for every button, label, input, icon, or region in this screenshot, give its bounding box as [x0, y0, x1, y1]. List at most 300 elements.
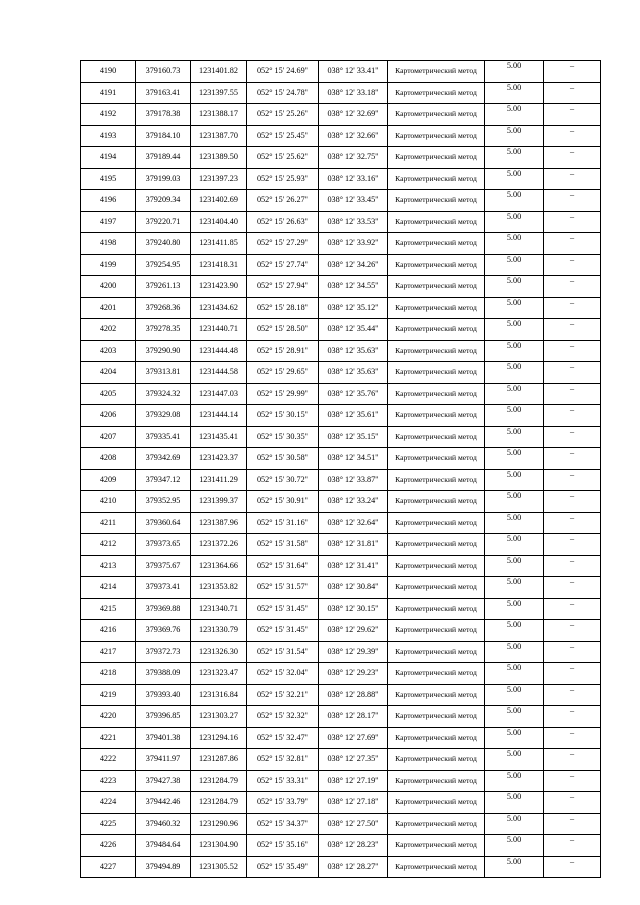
x-coordinate-cell: 379278.35	[136, 319, 191, 341]
x-coordinate-cell: 379209.34	[136, 190, 191, 212]
latitude-cell: 052° 15' 35.16"	[247, 835, 319, 857]
x-coordinate-cell: 379375.67	[136, 555, 191, 577]
longitude-cell: 038° 12' 27.18"	[319, 792, 388, 814]
accuracy-cell: 5.00	[485, 448, 544, 470]
note-cell: –	[544, 641, 601, 663]
point-number-cell: 4194	[81, 147, 136, 169]
table-row	[81, 426, 601, 448]
latitude-cell: 052° 15' 31.54"	[247, 641, 319, 663]
note-cell: –	[544, 770, 601, 792]
latitude-cell: 052° 15' 26.63"	[247, 211, 319, 233]
x-coordinate-cell: 379393.40	[136, 684, 191, 706]
x-coordinate-cell: 379401.38	[136, 727, 191, 749]
longitude-cell: 038° 12' 32.66"	[319, 125, 388, 147]
table-row	[81, 190, 601, 212]
latitude-cell: 052° 15' 24.78"	[247, 82, 319, 104]
accuracy-cell: 5.00	[485, 706, 544, 728]
accuracy-cell: 5.00	[485, 770, 544, 792]
y-coordinate-cell: 1231388.17	[191, 104, 247, 126]
point-number-cell: 4221	[81, 727, 136, 749]
note-cell: –	[544, 491, 601, 513]
longitude-cell: 038° 12' 35.61"	[319, 405, 388, 427]
table-row	[81, 684, 601, 706]
table-row	[81, 383, 601, 405]
y-coordinate-cell: 1231304.90	[191, 835, 247, 857]
x-coordinate-cell: 379163.41	[136, 82, 191, 104]
latitude-cell: 052° 15' 27.29"	[247, 233, 319, 255]
longitude-cell: 038° 12' 27.19"	[319, 770, 388, 792]
accuracy-cell: 5.00	[485, 491, 544, 513]
y-coordinate-cell: 1231294.16	[191, 727, 247, 749]
latitude-cell: 052° 15' 31.64"	[247, 555, 319, 577]
accuracy-cell: 5.00	[485, 383, 544, 405]
point-number-cell: 4190	[81, 61, 136, 83]
point-number-cell: 4195	[81, 168, 136, 190]
point-number-cell: 4203	[81, 340, 136, 362]
accuracy-cell: 5.00	[485, 684, 544, 706]
latitude-cell: 052° 15' 29.65"	[247, 362, 319, 384]
accuracy-cell: 5.00	[485, 641, 544, 663]
longitude-cell: 038° 12' 31.41"	[319, 555, 388, 577]
note-cell: –	[544, 319, 601, 341]
point-number-cell: 4211	[81, 512, 136, 534]
accuracy-cell: 5.00	[485, 233, 544, 255]
y-coordinate-cell: 1231444.58	[191, 362, 247, 384]
x-coordinate-cell: 379411.97	[136, 749, 191, 771]
table-row	[81, 749, 601, 771]
longitude-cell: 038° 12' 32.75"	[319, 147, 388, 169]
y-coordinate-cell: 1231418.31	[191, 254, 247, 276]
method-cell: Картометрический метод	[388, 125, 485, 147]
accuracy-cell: 5.00	[485, 577, 544, 599]
note-cell: –	[544, 405, 601, 427]
y-coordinate-cell: 1231444.14	[191, 405, 247, 427]
table-row	[81, 405, 601, 427]
longitude-cell: 038° 12' 33.16"	[319, 168, 388, 190]
latitude-cell: 052° 15' 32.81"	[247, 749, 319, 771]
x-coordinate-cell: 379184.10	[136, 125, 191, 147]
method-cell: Картометрический метод	[388, 770, 485, 792]
x-coordinate-cell: 379388.09	[136, 663, 191, 685]
x-coordinate-cell: 379372.73	[136, 641, 191, 663]
note-cell: –	[544, 61, 601, 83]
accuracy-cell: 5.00	[485, 125, 544, 147]
note-cell: –	[544, 663, 601, 685]
x-coordinate-cell: 379335.41	[136, 426, 191, 448]
table-row	[81, 211, 601, 233]
point-number-cell: 4197	[81, 211, 136, 233]
latitude-cell: 052° 15' 28.50"	[247, 319, 319, 341]
x-coordinate-cell: 379268.36	[136, 297, 191, 319]
longitude-cell: 038° 12' 33.92"	[319, 233, 388, 255]
longitude-cell: 038° 12' 33.18"	[319, 82, 388, 104]
latitude-cell: 052° 15' 30.58"	[247, 448, 319, 470]
method-cell: Картометрический метод	[388, 362, 485, 384]
longitude-cell: 038° 12' 32.69"	[319, 104, 388, 126]
y-coordinate-cell: 1231303.27	[191, 706, 247, 728]
latitude-cell: 052° 15' 33.31"	[247, 770, 319, 792]
note-cell: –	[544, 598, 601, 620]
y-coordinate-cell: 1231401.82	[191, 61, 247, 83]
note-cell: –	[544, 340, 601, 362]
note-cell: –	[544, 147, 601, 169]
latitude-cell: 052° 15' 31.58"	[247, 534, 319, 556]
y-coordinate-cell: 1231435.41	[191, 426, 247, 448]
note-cell: –	[544, 104, 601, 126]
table-row	[81, 706, 601, 728]
note-cell: –	[544, 383, 601, 405]
method-cell: Картометрический метод	[388, 727, 485, 749]
latitude-cell: 052° 15' 32.32"	[247, 706, 319, 728]
table-row	[81, 104, 601, 126]
x-coordinate-cell: 379199.03	[136, 168, 191, 190]
y-coordinate-cell: 1231316.84	[191, 684, 247, 706]
latitude-cell: 052° 15' 30.72"	[247, 469, 319, 491]
point-number-cell: 4204	[81, 362, 136, 384]
note-cell: –	[544, 534, 601, 556]
y-coordinate-cell: 1231397.23	[191, 168, 247, 190]
note-cell: –	[544, 512, 601, 534]
longitude-cell: 038° 12' 35.15"	[319, 426, 388, 448]
y-coordinate-cell: 1231326.30	[191, 641, 247, 663]
table-row	[81, 276, 601, 298]
x-coordinate-cell: 379178.38	[136, 104, 191, 126]
point-number-cell: 4218	[81, 663, 136, 685]
point-number-cell: 4201	[81, 297, 136, 319]
y-coordinate-cell: 1231399.37	[191, 491, 247, 513]
method-cell: Картометрический метод	[388, 340, 485, 362]
point-number-cell: 4217	[81, 641, 136, 663]
point-number-cell: 4215	[81, 598, 136, 620]
table-row	[81, 125, 601, 147]
note-cell: –	[544, 792, 601, 814]
note-cell: –	[544, 706, 601, 728]
point-number-cell: 4208	[81, 448, 136, 470]
y-coordinate-cell: 1231284.79	[191, 792, 247, 814]
latitude-cell: 052° 15' 35.49"	[247, 856, 319, 878]
note-cell: –	[544, 168, 601, 190]
x-coordinate-cell: 379240.80	[136, 233, 191, 255]
accuracy-cell: 5.00	[485, 190, 544, 212]
latitude-cell: 052° 15' 28.91"	[247, 340, 319, 362]
longitude-cell: 038° 12' 30.84"	[319, 577, 388, 599]
x-coordinate-cell: 379442.46	[136, 792, 191, 814]
point-number-cell: 4216	[81, 620, 136, 642]
note-cell: –	[544, 469, 601, 491]
y-coordinate-cell: 1231444.48	[191, 340, 247, 362]
latitude-cell: 052° 15' 29.99"	[247, 383, 319, 405]
longitude-cell: 038° 12' 34.51"	[319, 448, 388, 470]
latitude-cell: 052° 15' 32.47"	[247, 727, 319, 749]
y-coordinate-cell: 1231305.52	[191, 856, 247, 878]
y-coordinate-cell: 1231323.47	[191, 663, 247, 685]
method-cell: Картометрический метод	[388, 491, 485, 513]
point-number-cell: 4210	[81, 491, 136, 513]
method-cell: Картометрический метод	[388, 82, 485, 104]
latitude-cell: 052° 15' 30.15"	[247, 405, 319, 427]
table-row	[81, 362, 601, 384]
y-coordinate-cell: 1231423.37	[191, 448, 247, 470]
accuracy-cell: 5.00	[485, 340, 544, 362]
accuracy-cell: 5.00	[485, 620, 544, 642]
note-cell: –	[544, 276, 601, 298]
accuracy-cell: 5.00	[485, 362, 544, 384]
table-row	[81, 555, 601, 577]
method-cell: Картометрический метод	[388, 211, 485, 233]
point-number-cell: 4202	[81, 319, 136, 341]
point-number-cell: 4191	[81, 82, 136, 104]
table-row	[81, 340, 601, 362]
y-coordinate-cell: 1231434.62	[191, 297, 247, 319]
table-row	[81, 641, 601, 663]
y-coordinate-cell: 1231447.03	[191, 383, 247, 405]
table-row	[81, 82, 601, 104]
latitude-cell: 052° 15' 27.74"	[247, 254, 319, 276]
point-number-cell: 4205	[81, 383, 136, 405]
accuracy-cell: 5.00	[485, 555, 544, 577]
point-number-cell: 4214	[81, 577, 136, 599]
method-cell: Картометрический метод	[388, 555, 485, 577]
method-cell: Картометрический метод	[388, 254, 485, 276]
accuracy-cell: 5.00	[485, 405, 544, 427]
x-coordinate-cell: 379220.71	[136, 211, 191, 233]
point-number-cell: 4227	[81, 856, 136, 878]
y-coordinate-cell: 1231387.96	[191, 512, 247, 534]
longitude-cell: 038° 12' 35.12"	[319, 297, 388, 319]
note-cell: –	[544, 727, 601, 749]
method-cell: Картометрический метод	[388, 426, 485, 448]
point-number-cell: 4219	[81, 684, 136, 706]
table-row	[81, 297, 601, 319]
note-cell: –	[544, 426, 601, 448]
method-cell: Картометрический метод	[388, 104, 485, 126]
method-cell: Картометрический метод	[388, 61, 485, 83]
x-coordinate-cell: 379484.64	[136, 835, 191, 857]
longitude-cell: 038° 12' 28.23"	[319, 835, 388, 857]
method-cell: Картометрический метод	[388, 534, 485, 556]
y-coordinate-cell: 1231440.71	[191, 319, 247, 341]
note-cell: –	[544, 190, 601, 212]
longitude-cell: 038° 12' 28.17"	[319, 706, 388, 728]
note-cell: –	[544, 233, 601, 255]
latitude-cell: 052° 15' 31.16"	[247, 512, 319, 534]
y-coordinate-cell: 1231423.90	[191, 276, 247, 298]
latitude-cell: 052° 15' 32.04"	[247, 663, 319, 685]
method-cell: Картометрический метод	[388, 856, 485, 878]
note-cell: –	[544, 555, 601, 577]
latitude-cell: 052° 15' 34.37"	[247, 813, 319, 835]
longitude-cell: 038° 12' 30.15"	[319, 598, 388, 620]
note-cell: –	[544, 211, 601, 233]
point-number-cell: 4212	[81, 534, 136, 556]
longitude-cell: 038° 12' 34.26"	[319, 254, 388, 276]
point-number-cell: 4226	[81, 835, 136, 857]
note-cell: –	[544, 835, 601, 857]
accuracy-cell: 5.00	[485, 856, 544, 878]
table-row	[81, 491, 601, 513]
x-coordinate-cell: 379347.12	[136, 469, 191, 491]
latitude-cell: 052° 15' 24.69"	[247, 61, 319, 83]
accuracy-cell: 5.00	[485, 61, 544, 83]
table-row	[81, 598, 601, 620]
longitude-cell: 038° 12' 31.81"	[319, 534, 388, 556]
table-row	[81, 856, 601, 878]
x-coordinate-cell: 379494.89	[136, 856, 191, 878]
x-coordinate-cell: 379160.73	[136, 61, 191, 83]
y-coordinate-cell: 1231411.29	[191, 469, 247, 491]
accuracy-cell: 5.00	[485, 663, 544, 685]
table-row	[81, 469, 601, 491]
method-cell: Картометрический метод	[388, 276, 485, 298]
x-coordinate-cell: 379352.95	[136, 491, 191, 513]
table-row	[81, 512, 601, 534]
coordinates-table	[80, 60, 601, 878]
x-coordinate-cell: 379313.81	[136, 362, 191, 384]
longitude-cell: 038° 12' 32.64"	[319, 512, 388, 534]
table-row	[81, 663, 601, 685]
method-cell: Картометрический метод	[388, 469, 485, 491]
y-coordinate-cell: 1231404.40	[191, 211, 247, 233]
method-cell: Картометрический метод	[388, 598, 485, 620]
point-number-cell: 4222	[81, 749, 136, 771]
longitude-cell: 038° 12' 35.63"	[319, 340, 388, 362]
accuracy-cell: 5.00	[485, 749, 544, 771]
y-coordinate-cell: 1231290.96	[191, 813, 247, 835]
table-row	[81, 147, 601, 169]
latitude-cell: 052° 15' 33.79"	[247, 792, 319, 814]
y-coordinate-cell: 1231372.26	[191, 534, 247, 556]
point-number-cell: 4223	[81, 770, 136, 792]
note-cell: –	[544, 684, 601, 706]
longitude-cell: 038° 12' 33.41"	[319, 61, 388, 83]
latitude-cell: 052° 15' 27.94"	[247, 276, 319, 298]
point-number-cell: 4213	[81, 555, 136, 577]
accuracy-cell: 5.00	[485, 835, 544, 857]
x-coordinate-cell: 379189.44	[136, 147, 191, 169]
x-coordinate-cell: 379369.88	[136, 598, 191, 620]
latitude-cell: 052° 15' 32.21"	[247, 684, 319, 706]
method-cell: Картометрический метод	[388, 147, 485, 169]
table-row	[81, 813, 601, 835]
x-coordinate-cell: 379427.38	[136, 770, 191, 792]
note-cell: –	[544, 856, 601, 878]
note-cell: –	[544, 749, 601, 771]
accuracy-cell: 5.00	[485, 82, 544, 104]
longitude-cell: 038° 12' 34.55"	[319, 276, 388, 298]
table-row	[81, 448, 601, 470]
accuracy-cell: 5.00	[485, 727, 544, 749]
note-cell: –	[544, 577, 601, 599]
accuracy-cell: 5.00	[485, 297, 544, 319]
y-coordinate-cell: 1231387.70	[191, 125, 247, 147]
x-coordinate-cell: 379396.85	[136, 706, 191, 728]
x-coordinate-cell: 379261.13	[136, 276, 191, 298]
longitude-cell: 038° 12' 27.35"	[319, 749, 388, 771]
longitude-cell: 038° 12' 33.45"	[319, 190, 388, 212]
longitude-cell: 038° 12' 33.87"	[319, 469, 388, 491]
method-cell: Картометрический метод	[388, 168, 485, 190]
accuracy-cell: 5.00	[485, 512, 544, 534]
point-number-cell: 4199	[81, 254, 136, 276]
method-cell: Картометрический метод	[388, 448, 485, 470]
point-number-cell: 4196	[81, 190, 136, 212]
table-row	[81, 254, 601, 276]
accuracy-cell: 5.00	[485, 254, 544, 276]
accuracy-cell: 5.00	[485, 319, 544, 341]
x-coordinate-cell: 379460.32	[136, 813, 191, 835]
y-coordinate-cell: 1231364.66	[191, 555, 247, 577]
latitude-cell: 052° 15' 25.93"	[247, 168, 319, 190]
y-coordinate-cell: 1231389.50	[191, 147, 247, 169]
method-cell: Картометрический метод	[388, 620, 485, 642]
method-cell: Картометрический метод	[388, 749, 485, 771]
point-number-cell: 4198	[81, 233, 136, 255]
method-cell: Картометрический метод	[388, 835, 485, 857]
latitude-cell: 052° 15' 25.45"	[247, 125, 319, 147]
method-cell: Картометрический метод	[388, 297, 485, 319]
accuracy-cell: 5.00	[485, 104, 544, 126]
longitude-cell: 038° 12' 29.62"	[319, 620, 388, 642]
note-cell: –	[544, 448, 601, 470]
latitude-cell: 052° 15' 25.62"	[247, 147, 319, 169]
table-row	[81, 233, 601, 255]
longitude-cell: 038° 12' 29.23"	[319, 663, 388, 685]
x-coordinate-cell: 379329.08	[136, 405, 191, 427]
latitude-cell: 052° 15' 31.45"	[247, 598, 319, 620]
longitude-cell: 038° 12' 28.27"	[319, 856, 388, 878]
latitude-cell: 052° 15' 31.45"	[247, 620, 319, 642]
point-number-cell: 4225	[81, 813, 136, 835]
y-coordinate-cell: 1231411.85	[191, 233, 247, 255]
y-coordinate-cell: 1231397.55	[191, 82, 247, 104]
note-cell: –	[544, 620, 601, 642]
table-row	[81, 534, 601, 556]
method-cell: Картометрический метод	[388, 792, 485, 814]
y-coordinate-cell: 1231340.71	[191, 598, 247, 620]
table-row	[81, 577, 601, 599]
note-cell: –	[544, 297, 601, 319]
longitude-cell: 038° 12' 27.69"	[319, 727, 388, 749]
point-number-cell: 4209	[81, 469, 136, 491]
longitude-cell: 038° 12' 35.44"	[319, 319, 388, 341]
point-number-cell: 4207	[81, 426, 136, 448]
accuracy-cell: 5.00	[485, 147, 544, 169]
table-row	[81, 168, 601, 190]
x-coordinate-cell: 379373.65	[136, 534, 191, 556]
method-cell: Картометрический метод	[388, 190, 485, 212]
table-row	[81, 319, 601, 341]
accuracy-cell: 5.00	[485, 813, 544, 835]
latitude-cell: 052° 15' 25.26"	[247, 104, 319, 126]
x-coordinate-cell: 379254.95	[136, 254, 191, 276]
table-row	[81, 61, 601, 83]
method-cell: Картометрический метод	[388, 512, 485, 534]
method-cell: Картометрический метод	[388, 641, 485, 663]
latitude-cell: 052° 15' 31.57"	[247, 577, 319, 599]
table-row	[81, 835, 601, 857]
longitude-cell: 038° 12' 35.76"	[319, 383, 388, 405]
accuracy-cell: 5.00	[485, 211, 544, 233]
method-cell: Картометрический метод	[388, 319, 485, 341]
accuracy-cell: 5.00	[485, 792, 544, 814]
accuracy-cell: 5.00	[485, 598, 544, 620]
point-number-cell: 4193	[81, 125, 136, 147]
note-cell: –	[544, 82, 601, 104]
point-number-cell: 4206	[81, 405, 136, 427]
table-row	[81, 727, 601, 749]
x-coordinate-cell: 379342.69	[136, 448, 191, 470]
accuracy-cell: 5.00	[485, 168, 544, 190]
